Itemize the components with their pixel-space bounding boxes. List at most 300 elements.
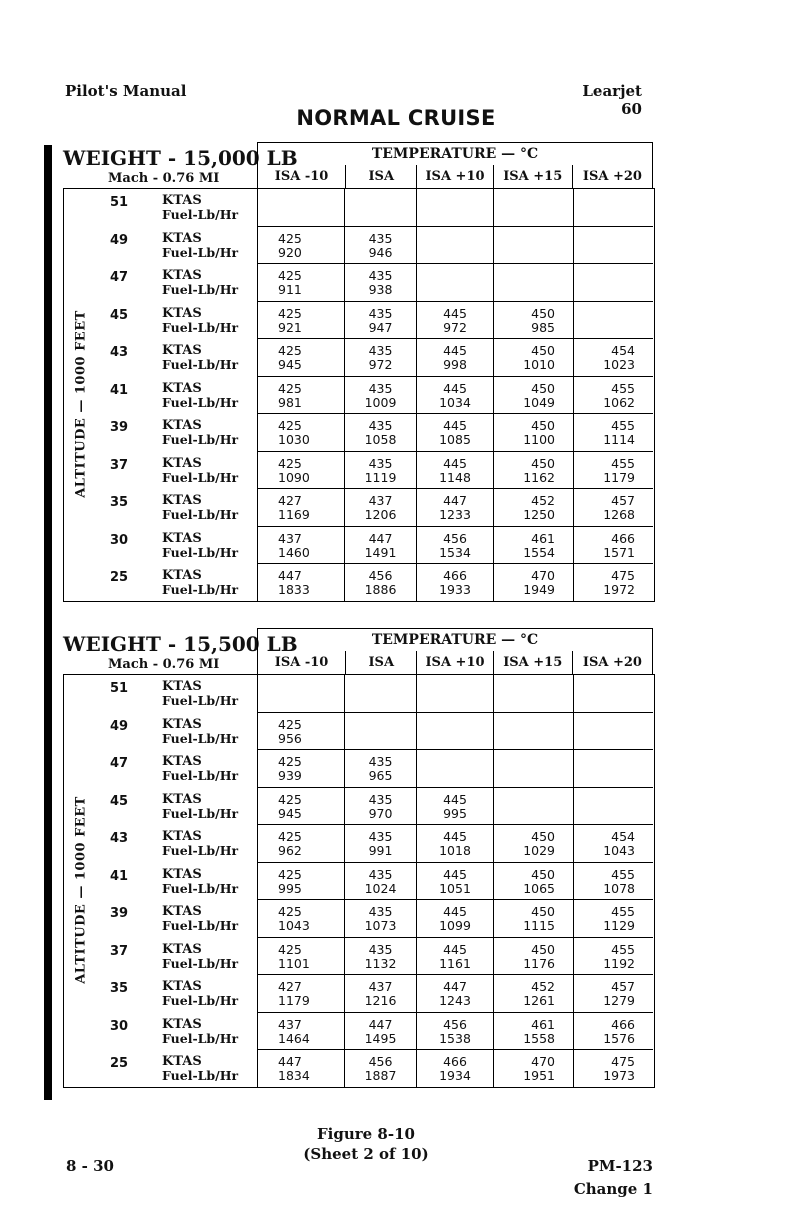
ktas-value: 435 [368, 343, 393, 358]
ktas-label: KTAS [162, 418, 202, 433]
altitude-value: 25 [109, 1056, 129, 1071]
table-cell [416, 264, 493, 301]
row-cells [257, 788, 653, 826]
table-row [64, 189, 653, 227]
column-header: ISA +20 [582, 169, 642, 184]
table-cell [493, 339, 573, 376]
ktas-value: 447 [443, 979, 467, 994]
ktas-value: 450 [531, 904, 555, 919]
altitude-value: 49 [109, 718, 129, 734]
table-cell [257, 227, 344, 264]
ktas-label: KTAS [162, 493, 202, 508]
fuel-flow-value: 1148 [439, 469, 471, 485]
table-cell [573, 377, 653, 414]
table-cell [344, 189, 416, 226]
table-cell [257, 713, 344, 750]
table-cell [416, 675, 493, 712]
table-cell [416, 527, 493, 564]
ktas-value: 447 [368, 530, 393, 546]
fuel-flow-value: 1049 [523, 394, 555, 410]
fuel-flow-value: 1495 [364, 1030, 397, 1046]
row-cells [257, 264, 653, 302]
ktas-value: 435 [368, 829, 393, 844]
row-cells [257, 414, 653, 452]
table-cell [257, 1050, 344, 1088]
table-cell [416, 489, 493, 526]
table-cell [573, 302, 653, 339]
table-cell [493, 264, 573, 301]
table-cell [257, 788, 344, 825]
altitude-value: 51 [109, 195, 129, 210]
table-cell [344, 788, 416, 825]
row-cells [257, 900, 653, 938]
ktas-value: 475 [611, 568, 635, 583]
table-cell [257, 302, 344, 339]
table-cell [493, 750, 573, 787]
table-cell [257, 414, 344, 451]
change-number: Change 1 [573, 1180, 653, 1198]
table-row [64, 302, 653, 340]
table-cell [416, 713, 493, 750]
table-cell [344, 1013, 416, 1050]
table-cell [416, 863, 493, 900]
table-row [64, 452, 653, 490]
table-cell [257, 675, 344, 712]
row-cells [257, 227, 653, 265]
table-cell [416, 414, 493, 451]
fuel-flow-value: 1129 [603, 918, 635, 933]
altitude-value: 35 [109, 981, 129, 996]
table-cell [257, 863, 344, 900]
table-cell [344, 414, 416, 451]
table-cell [493, 863, 573, 900]
row-cells [257, 189, 653, 227]
ktas-label: KTAS [162, 716, 202, 732]
altitude-value: 41 [109, 382, 129, 398]
fuel-flow-value: 1062 [603, 394, 635, 410]
ktas-value: 455 [611, 380, 635, 396]
ktas-value: 475 [611, 1054, 635, 1069]
table-row [64, 788, 653, 826]
fuel-flow-value: 921 [278, 319, 302, 335]
ktas-label: KTAS [162, 941, 202, 957]
fuel-flow-value: 1216 [364, 993, 397, 1008]
fuel-flow-value: 1100 [523, 432, 555, 447]
ktas-label: KTAS [162, 866, 202, 882]
fuel-flow-value: 1169 [278, 507, 310, 522]
table-cell [344, 227, 416, 264]
table-cell [344, 377, 416, 414]
change-bar [44, 145, 52, 1100]
table-cell [344, 489, 416, 526]
ktas-value: 450 [531, 418, 555, 433]
fuel-flow-value: 1161 [439, 955, 471, 971]
table-row [64, 564, 653, 602]
ktas-value: 455 [611, 904, 635, 919]
table-cell [257, 489, 344, 526]
table-cell [493, 564, 573, 602]
table-row [64, 377, 653, 415]
table-cell [416, 788, 493, 825]
fuel-flow-value: 1043 [603, 843, 635, 858]
ktas-value: 450 [531, 829, 555, 844]
table-cell [416, 900, 493, 937]
table-row [64, 264, 653, 302]
temperature-title: TEMPERATURE — °C [371, 146, 539, 162]
ktas-label: KTAS [162, 829, 202, 844]
fuel-label: Fuel-Lb/Hr [162, 805, 239, 821]
fuel-flow-value: 1179 [603, 469, 635, 485]
weight-title: WEIGHT - 15,500 LB [63, 632, 298, 656]
altitude-value: 47 [109, 756, 129, 771]
ktas-label: KTAS [162, 568, 202, 583]
row-cells [257, 713, 653, 751]
column-header: ISA +10 [417, 651, 493, 675]
fuel-label: Fuel-Lb/Hr [162, 955, 239, 971]
ktas-value: 425 [278, 418, 302, 433]
fuel-flow-value: 920 [278, 244, 302, 260]
table-row [64, 675, 653, 713]
page-header-right: Learjet 60 [582, 82, 642, 118]
table-cell [493, 1050, 573, 1088]
ktas-value: 452 [531, 979, 555, 994]
table-cell [416, 750, 493, 787]
altitude-value: 39 [109, 420, 129, 435]
ktas-label: KTAS [162, 791, 202, 807]
fuel-flow-value: 1073 [364, 918, 397, 933]
table-cell [573, 938, 653, 975]
altitude-value: 37 [109, 943, 129, 959]
document-number: PM-123 [587, 1157, 653, 1175]
ktas-value: 461 [531, 1016, 555, 1032]
ktas-value: 435 [368, 904, 393, 919]
altitude-value: 30 [109, 532, 129, 548]
fuel-flow-value: 995 [443, 805, 467, 821]
ktas-value: 435 [368, 754, 393, 769]
ktas-value: 450 [531, 343, 555, 358]
fuel-flow-value: 1268 [603, 507, 635, 522]
ktas-label: KTAS [162, 380, 202, 396]
table-cell [344, 452, 416, 489]
table-row [64, 975, 653, 1013]
fuel-flow-value: 1023 [603, 357, 635, 372]
weight-title: WEIGHT - 15,000 LB [63, 146, 298, 170]
column-headers [258, 165, 652, 189]
fuel-flow-value: 945 [278, 805, 302, 821]
table-cell [573, 825, 653, 862]
fuel-flow-value: 972 [443, 319, 467, 335]
table-cell [344, 713, 416, 750]
table-row [64, 1013, 653, 1051]
ktas-label: KTAS [162, 193, 202, 208]
table-cell [257, 975, 344, 1012]
table-row [64, 750, 653, 788]
table-cell [257, 1013, 344, 1050]
fuel-flow-value: 1043 [278, 918, 310, 933]
ktas-label: KTAS [162, 343, 202, 358]
ktas-value: 454 [611, 343, 635, 358]
ktas-label: KTAS [162, 268, 202, 283]
ktas-value: 447 [278, 1054, 302, 1069]
fuel-flow-value: 1114 [603, 432, 635, 447]
table-cell [416, 1050, 493, 1088]
page-header-left: Pilot's Manual [65, 82, 187, 100]
fuel-flow-value: 947 [368, 319, 393, 335]
table-cell [344, 675, 416, 712]
row-cells [257, 489, 653, 527]
ktas-value: 456 [368, 568, 393, 583]
ktas-value: 447 [278, 568, 302, 583]
fuel-flow-value: 1261 [523, 993, 555, 1008]
fuel-flow-value: 1558 [523, 1030, 555, 1046]
table-cell [573, 900, 653, 937]
ktas-value: 447 [443, 493, 467, 508]
altitude-value: 41 [109, 868, 129, 884]
fuel-flow-value: 1538 [439, 1030, 471, 1046]
ktas-value: 455 [611, 941, 635, 957]
table-cell [573, 750, 653, 787]
fuel-flow-value: 1887 [364, 1068, 397, 1083]
altitude-value: 43 [109, 345, 129, 360]
table-cell [493, 414, 573, 451]
table-cell [416, 227, 493, 264]
fuel-flow-value: 970 [368, 805, 393, 821]
altitude-value: 30 [109, 1018, 129, 1034]
ktas-value: 427 [278, 979, 302, 994]
fuel-flow-value: 1009 [364, 394, 397, 410]
table-cell [416, 339, 493, 376]
fuel-flow-value: 1115 [523, 918, 555, 933]
table-cell [573, 264, 653, 301]
ktas-label: KTAS [162, 1054, 202, 1069]
table-cell [493, 788, 573, 825]
fuel-flow-value: 995 [278, 880, 302, 896]
altitude-value: 37 [109, 457, 129, 473]
ktas-value: 445 [443, 455, 467, 471]
fuel-flow-value: 1024 [364, 880, 397, 896]
table-cell [493, 1013, 573, 1050]
table-cell [344, 900, 416, 937]
fuel-flow-value: 1233 [439, 507, 471, 522]
table-cell [344, 339, 416, 376]
fuel-flow-value: 1065 [523, 880, 555, 896]
column-header: ISA [346, 651, 417, 675]
fuel-label: Fuel-Lb/Hr [162, 730, 239, 746]
ktas-value: 437 [368, 979, 393, 994]
table-cell [416, 452, 493, 489]
row-cells [257, 1050, 653, 1088]
ktas-value: 435 [368, 268, 393, 283]
fuel-label: Fuel-Lb/Hr [162, 582, 239, 597]
fuel-flow-value: 1192 [603, 955, 635, 971]
ktas-value: 435 [368, 418, 393, 433]
ktas-value: 450 [531, 455, 555, 471]
row-cells [257, 750, 653, 788]
ktas-value: 470 [531, 568, 555, 583]
table-cell [344, 264, 416, 301]
table-cell [573, 788, 653, 825]
page-title: NORMAL CRUISE [296, 106, 496, 130]
fuel-label: Fuel-Lb/Hr [162, 207, 239, 222]
column-header: ISA [346, 165, 417, 189]
row-cells [257, 527, 653, 565]
table-cell [344, 564, 416, 602]
fuel-flow-value: 1534 [439, 544, 471, 560]
ktas-value: 437 [278, 1016, 302, 1032]
fuel-flow-value: 1973 [603, 1068, 635, 1083]
ktas-value: 445 [443, 791, 467, 807]
ktas-label: KTAS [162, 904, 202, 919]
ktas-value: 425 [278, 230, 302, 246]
table-cell [493, 713, 573, 750]
fuel-flow-value: 1491 [364, 544, 397, 560]
table-cell [493, 938, 573, 975]
table-cell [257, 938, 344, 975]
fuel-label: Fuel-Lb/Hr [162, 1068, 239, 1083]
ktas-value: 445 [443, 343, 467, 358]
table-cell [257, 825, 344, 862]
fuel-flow-value: 1460 [278, 544, 310, 560]
ktas-label: KTAS [162, 754, 202, 769]
fuel-flow-value: 1972 [603, 582, 635, 597]
altitude-value: 43 [109, 831, 129, 846]
ktas-value: 457 [611, 493, 635, 508]
fuel-flow-value: 1886 [364, 582, 397, 597]
fuel-flow-value: 1162 [523, 469, 555, 485]
fuel-flow-value: 1554 [523, 544, 555, 560]
table-cell [257, 264, 344, 301]
table-cell [493, 975, 573, 1012]
ktas-value: 425 [278, 791, 302, 807]
ktas-value: 425 [278, 754, 302, 769]
table-cell [573, 189, 653, 226]
ktas-value: 445 [443, 904, 467, 919]
ktas-value: 455 [611, 455, 635, 471]
fuel-flow-value: 1250 [523, 507, 555, 522]
fuel-flow-value: 1179 [278, 993, 310, 1008]
ktas-label: KTAS [162, 1016, 202, 1032]
fuel-label: Fuel-Lb/Hr [162, 394, 239, 410]
fuel-flow-value: 1051 [439, 880, 471, 896]
fuel-flow-value: 991 [368, 843, 393, 858]
table-cell [257, 377, 344, 414]
table-cell [493, 189, 573, 226]
figure-sheet: (Sheet 2 of 10) [303, 1145, 429, 1163]
altitude-value: 49 [109, 232, 129, 248]
fuel-flow-value: 1132 [364, 955, 397, 971]
table-cell [257, 750, 344, 787]
ktas-value: 450 [531, 941, 555, 957]
fuel-flow-value: 1933 [439, 582, 471, 597]
table-cell [416, 377, 493, 414]
ktas-value: 437 [368, 493, 393, 508]
table-cell [573, 863, 653, 900]
ktas-value: 445 [443, 866, 467, 882]
fuel-flow-value: 998 [443, 357, 467, 372]
ktas-value: 445 [443, 380, 467, 396]
fuel-flow-value: 956 [278, 730, 302, 746]
table-cell [493, 900, 573, 937]
temperature-header [257, 628, 653, 674]
fuel-flow-value: 1034 [439, 394, 471, 410]
table-cell [344, 302, 416, 339]
table-row [64, 900, 653, 938]
fuel-label: Fuel-Lb/Hr [162, 244, 239, 260]
ktas-value: 425 [278, 716, 302, 732]
table-cell [493, 489, 573, 526]
ktas-value: 452 [531, 493, 555, 508]
table-cell [573, 527, 653, 564]
ktas-value: 447 [368, 1016, 393, 1032]
table-row [64, 938, 653, 976]
table-cell [573, 1013, 653, 1050]
ktas-value: 435 [368, 305, 393, 321]
altitude-value: 45 [109, 793, 129, 809]
ktas-label: KTAS [162, 979, 202, 994]
table-row [64, 227, 653, 265]
table-cell [344, 1050, 416, 1088]
fuel-flow-value: 1176 [523, 955, 555, 971]
fuel-label: Fuel-Lb/Hr [162, 544, 239, 560]
ktas-value: 435 [368, 791, 393, 807]
table-cell [416, 1013, 493, 1050]
table-cell [493, 227, 573, 264]
table-cell [344, 750, 416, 787]
ktas-value: 425 [278, 343, 302, 358]
table-cell [344, 938, 416, 975]
fuel-label: Fuel-Lb/Hr [162, 1030, 239, 1046]
ktas-value: 456 [443, 530, 467, 546]
data-table [63, 188, 655, 602]
fuel-label: Fuel-Lb/Hr [162, 993, 239, 1008]
ktas-value: 445 [443, 418, 467, 433]
column-header: ISA -10 [258, 165, 346, 189]
table-cell [493, 527, 573, 564]
ktas-value: 457 [611, 979, 635, 994]
ktas-value: 455 [611, 418, 635, 433]
fuel-flow-value: 1834 [278, 1068, 310, 1083]
column-header: ISA -10 [258, 651, 346, 675]
column-header: ISA +15 [494, 165, 573, 189]
temperature-title: TEMPERATURE — °C [371, 632, 539, 648]
fuel-flow-value: 1576 [603, 1030, 635, 1046]
ktas-value: 455 [611, 866, 635, 882]
ktas-label: KTAS [162, 530, 202, 546]
table-cell [573, 227, 653, 264]
column-header: ISA +15 [494, 651, 573, 675]
ktas-value: 466 [443, 568, 467, 583]
row-cells [257, 1013, 653, 1051]
fuel-flow-value: 1279 [603, 993, 635, 1008]
fuel-flow-value: 1099 [439, 918, 471, 933]
table-cell [257, 564, 344, 602]
table-cell [257, 339, 344, 376]
ktas-value: 454 [611, 829, 635, 844]
ktas-value: 450 [531, 305, 555, 321]
fuel-flow-value: 985 [531, 319, 555, 335]
row-cells [257, 825, 653, 863]
fuel-flow-value: 1018 [439, 843, 471, 858]
fuel-flow-value: 1029 [523, 843, 555, 858]
fuel-flow-value: 938 [368, 282, 393, 297]
ktas-value: 425 [278, 941, 302, 957]
table-cell [493, 452, 573, 489]
ktas-value: 450 [531, 380, 555, 396]
table-cell [416, 189, 493, 226]
fuel-label: Fuel-Lb/Hr [162, 507, 239, 522]
table-cell [493, 675, 573, 712]
ktas-value: 445 [443, 305, 467, 321]
